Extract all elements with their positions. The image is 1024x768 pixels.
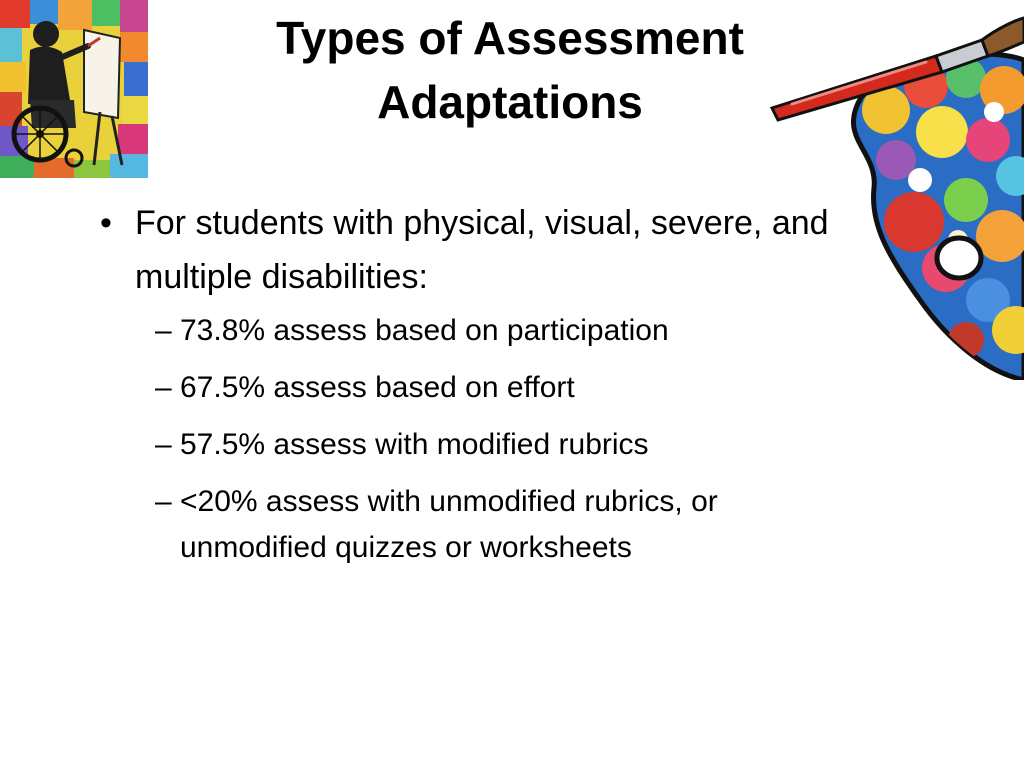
artist-wheelchair-image xyxy=(0,0,148,178)
title-line-1: Types of Assessment xyxy=(276,12,744,64)
sub-bullet-text: 67.5% assess based on effort xyxy=(180,371,575,404)
sub-bullet-text: 57.5% assess with modified rubrics xyxy=(180,428,649,461)
sub-bullet-item xyxy=(155,422,840,468)
sub-bullet-marker: – xyxy=(155,485,172,518)
bullet-item xyxy=(100,196,840,304)
sub-bullet-text: <20% assess with unmodified rubrics, or unmodified quizzes or worksheets xyxy=(180,485,718,564)
title-line-2: Adaptations xyxy=(377,76,643,128)
slide-body xyxy=(100,196,840,582)
sub-bullet-marker: – xyxy=(155,314,172,347)
sub-bullet-item xyxy=(155,365,840,411)
bullet-text: For students with physical, visual, severe, and multiple disabilities: xyxy=(135,204,829,296)
sub-bullet-list xyxy=(100,308,840,571)
slide-title xyxy=(230,6,790,134)
sub-bullet-marker: – xyxy=(155,371,172,404)
bullet-marker: • xyxy=(100,204,112,242)
sub-bullet-item xyxy=(155,479,840,571)
sub-bullet-item xyxy=(155,308,840,354)
sub-bullet-text: 73.8% assess based on participation xyxy=(180,314,669,347)
sub-bullet-marker: – xyxy=(155,428,172,461)
